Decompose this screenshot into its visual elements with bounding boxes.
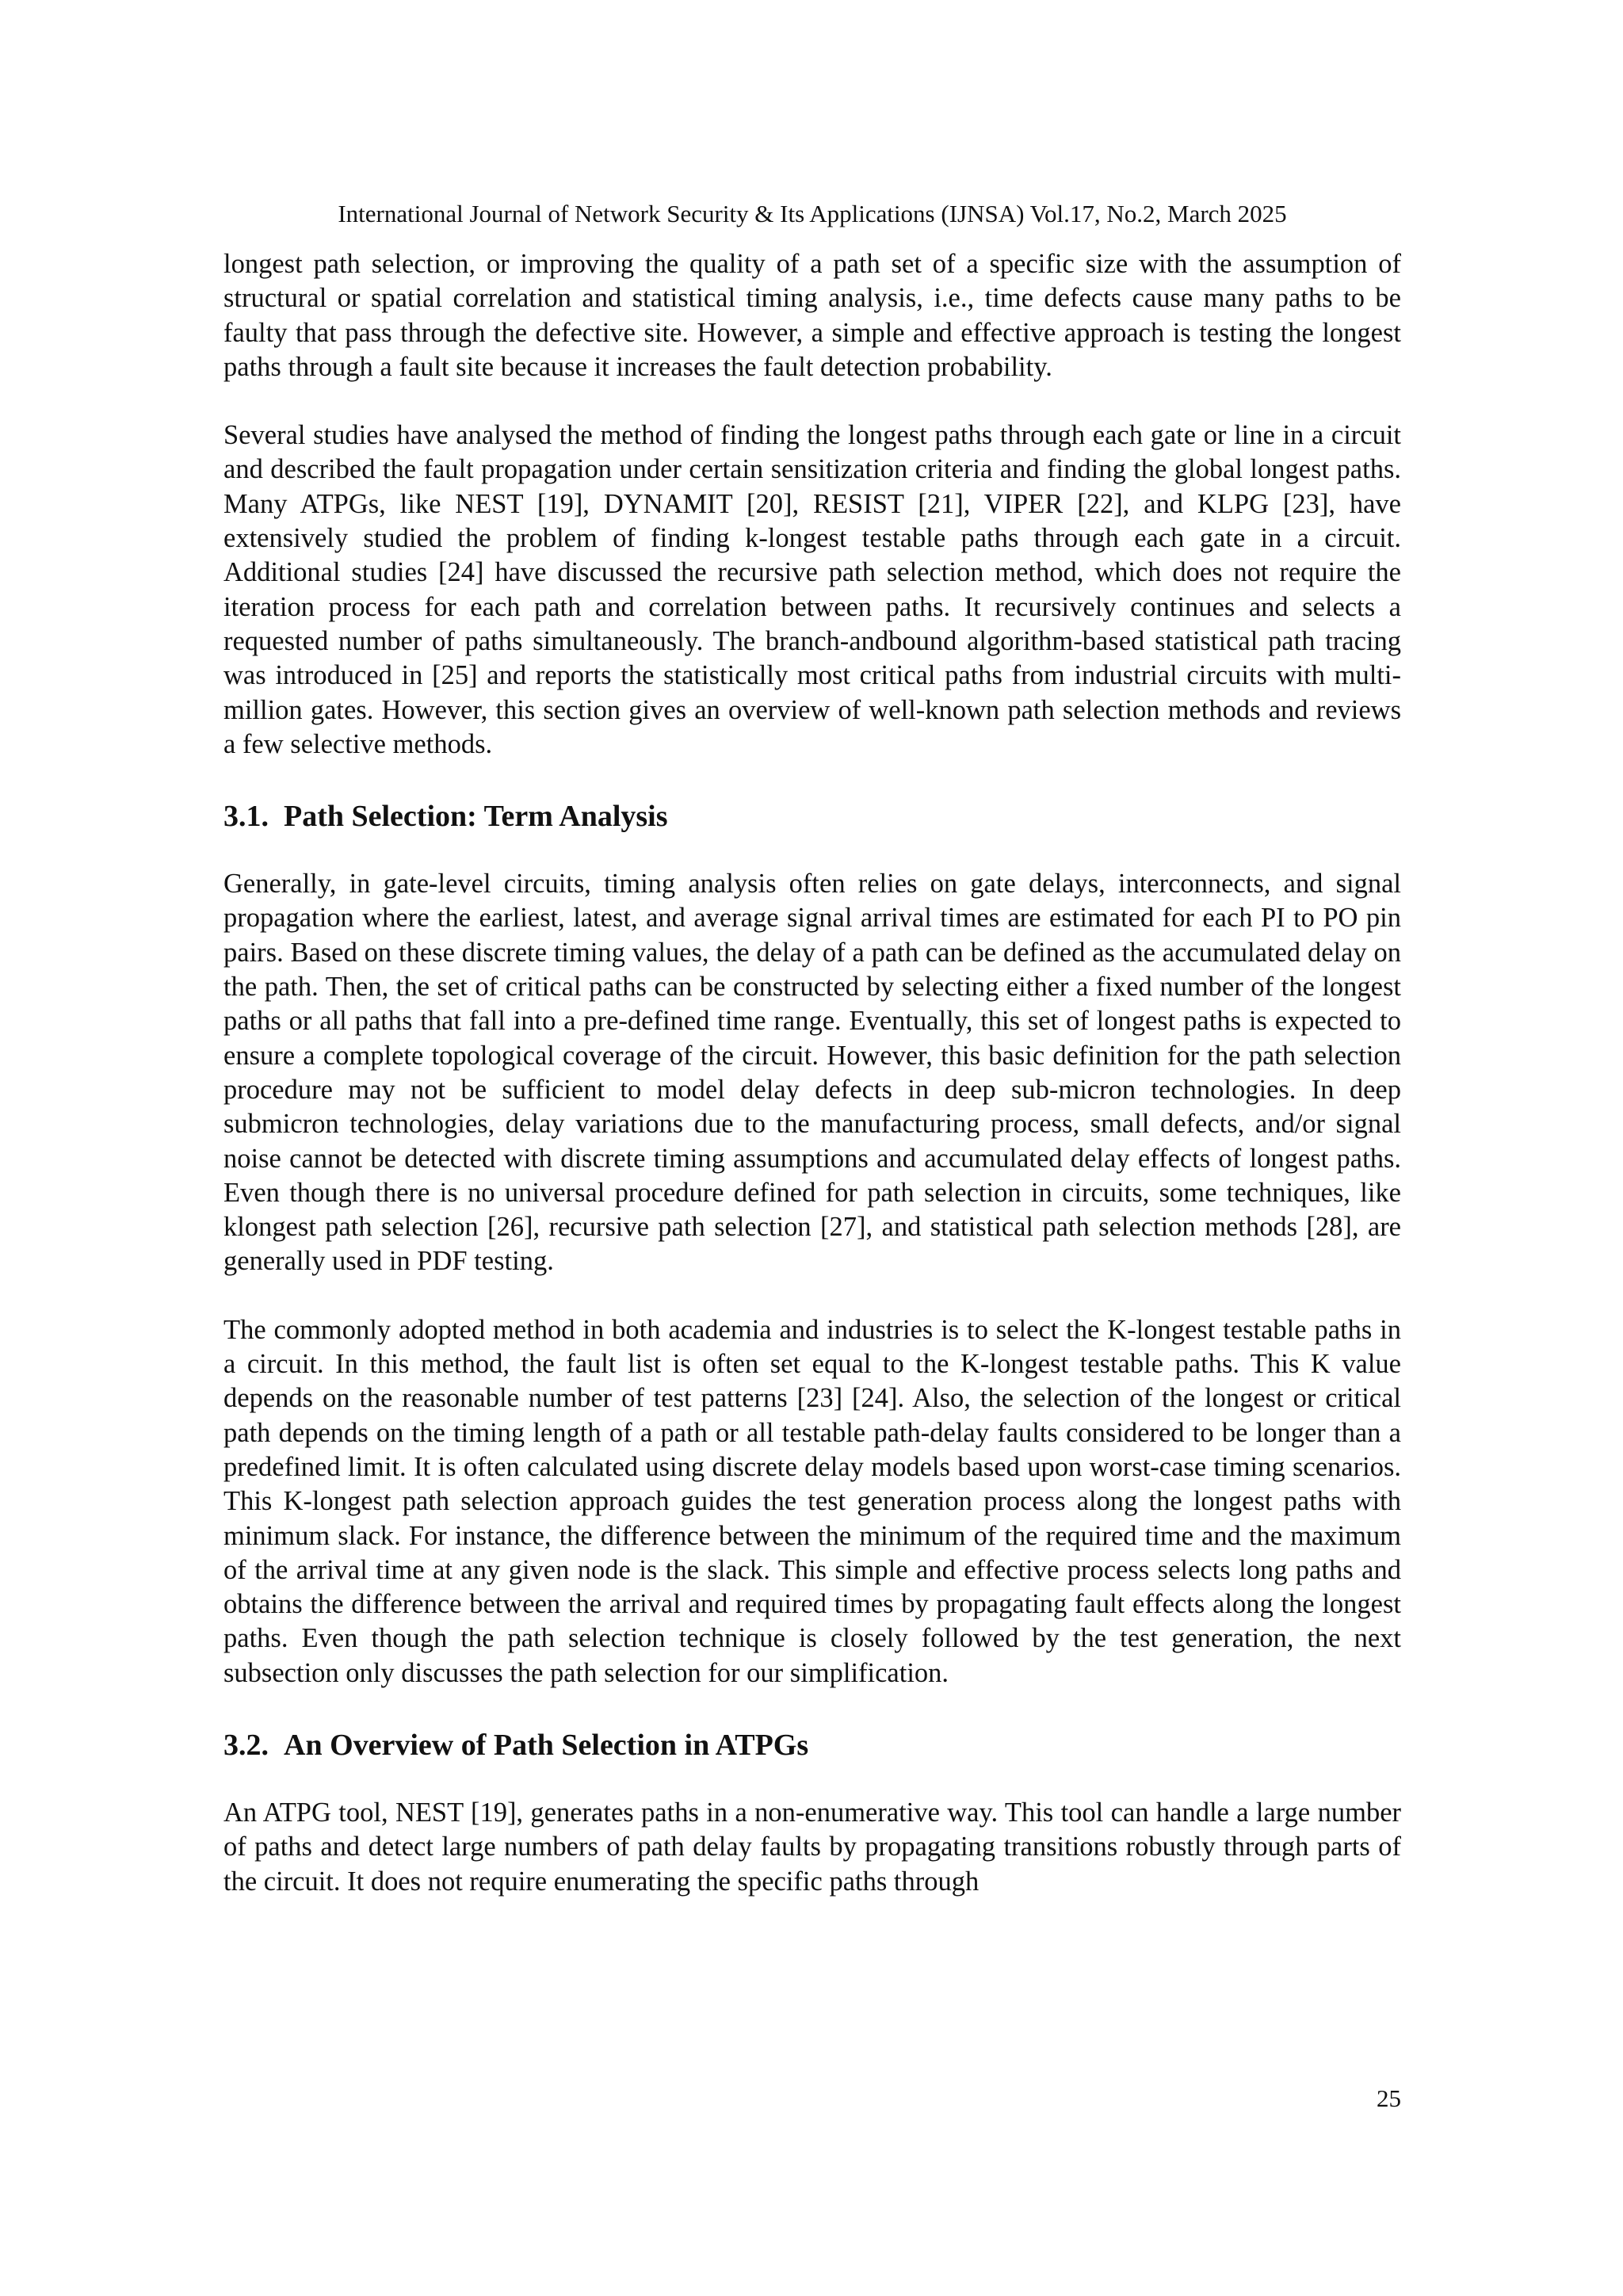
section-title: An Overview of Path Selection in ATPGs (284, 1728, 809, 1762)
paragraph-prior-studies: Several studies have analysed the method of finding the longest paths through each gate or line in a circuit and described the fault propagation under certain sensitization criteria and finding the global longest paths. Many ATPGs, like NEST [19], DYNAMIT [20], RESIST [21], VIPER [22], and KLPG [23], have extensively studied the problem of finding k-longest testable paths through each gate in a circuit. Additional studies [24] have discussed the recursive path selection method, which does not require the iteration process for each path and correlation between paths. It recursively continues and selects a requested number of paths simultaneously. The branch-andbound algorithm-based statistical path tracing was introduced in [25] and reports the statistically most critical paths from industrial circuits with multi-million gates. However, this section gives an overview of well-known path selection methods and reviews a few selective methods. (223, 420, 1401, 759)
paragraph-k-longest: The commonly adopted method in both academia and industries is to select the K-longest testable paths in a circuit. In this method, the fault list is often set equal to the K-longest testable paths. This K value depends on the reasonable number of test patterns [23] [24]. Also, the selection of the longest or critical path depends on the timing length of a path or all testable path-delay faults considered to be longer than a predefined limit. It is often calculated using discrete delay models based upon worst-case timing scenarios. This K-longest path selection approach guides the test generation process along the longest paths with minimum slack. For instance, the difference between the minimum of the required time and the maximum of the arrival time at any given node is the slack. This simple and effective process selects long paths and obtains the difference between the arrival and required times by propagating fault effects along the longest paths. Even though the path selection technique is closely followed by the test generation, the next subsection only discusses the path selection for our simplification. (223, 1314, 1401, 1688)
paragraph-intro-continued: longest path selection, or improving the quality of a path set of a specific size with the assumption of structural or spatial correlation and statistical timing analysis, i.e., time defects cause many paths to be faulty that pass through the defective site. However, a simple and effective approach is testing the longest paths through a fault site because it increases the fault detection probability. (223, 249, 1401, 382)
running-header: International Journal of Network Security & Its Applications (IJNSA) Vol.17, No.2, March 2025 (338, 200, 1287, 227)
section-title: Path Selection: Term Analysis (284, 800, 668, 834)
paragraph-term-analysis: Generally, in gate-level circuits, timing analysis often relies on gate delays, interconnects, and signal propagation where the earliest, latest, and average signal arrival times are estimated for each PI to PO pin pairs. Based on these discrete timing values, the delay of a path can be defined as the accumulated delay on the path. Then, the set of critical paths can be constructed by selecting either a fixed number of the longest paths or all paths that fall into a pre-defined time range. Eventually, this set of longest paths is expected to ensure a complete topological coverage of the circuit. However, this basic definition for the path selection procedure may not be sufficient to model delay defects in deep sub-micron technologies. In deep submicron technologies, delay variations due to the manufacturing process, small defects, and/or signal noise cannot be detected with discrete timing assumptions and accumulated delay effects of longest paths. Even though there is no universal procedure defined for path selection in circuits, some techniques, like klongest path selection [26], recursive path selection [27], and statistical path selection methods [28], are generally used in PDF testing. (223, 869, 1401, 1277)
section-number: 3.1. (223, 800, 269, 834)
page-number: 25 (1377, 2084, 1401, 2112)
section-heading-3-1 (223, 797, 1401, 835)
page-body (223, 247, 1401, 1899)
section-number: 3.2. (223, 1728, 269, 1762)
section-heading-3-2 (223, 1726, 1401, 1764)
paragraph-atpg-overview: An ATPG tool, NEST [19], generates paths in a non-enumerative way. This tool can handle a large number of paths and detect large numbers of path delay faults by propagating transitions robustly through parts of the circuit. It does not require enumerating the specific paths through (223, 1797, 1401, 1897)
